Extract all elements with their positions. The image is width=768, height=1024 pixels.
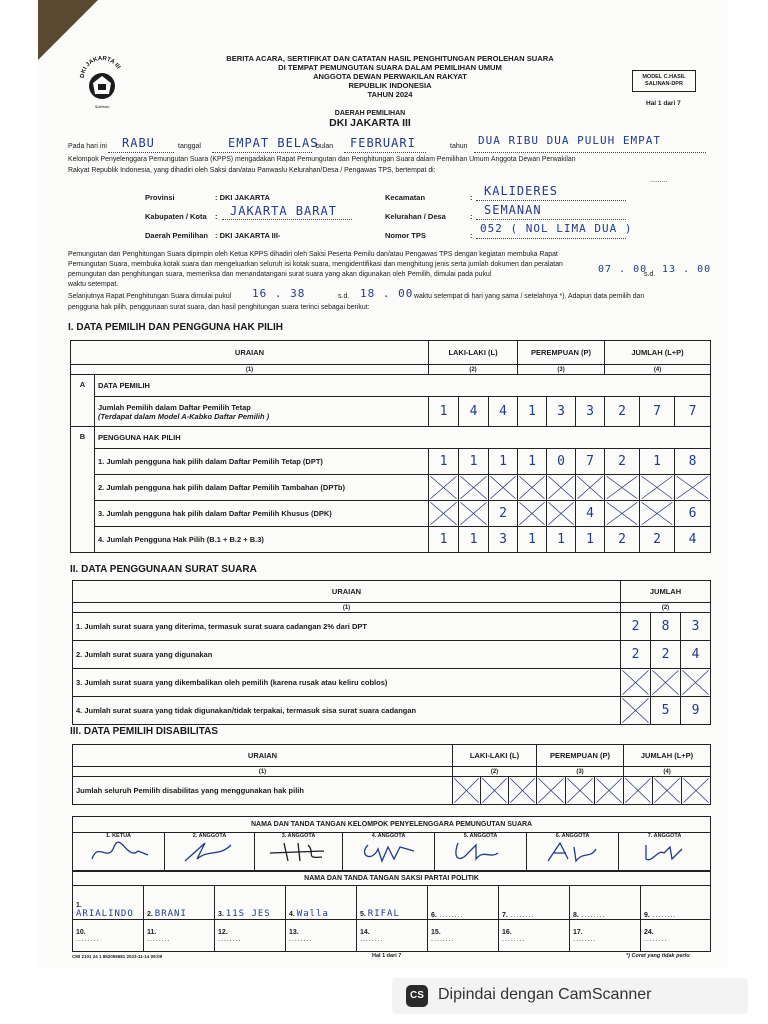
crossed-cell [547,501,576,527]
cross-mark [675,475,710,500]
saksi-dots: ........ [573,935,597,943]
document-header [180,54,600,99]
s1-b2-label: 2. Jumlah pengguna hak pilih dalam Daftar Pemilih Tambahan (DPTb) [95,475,429,501]
header-line-1: BERITA ACARA, SERTIFIKAT DAN CATATAN HASIL PENGHITUNGAN PEROLEHAN SUARA [226,54,554,63]
signature-scribble [354,839,424,865]
kelurahan-label: Kelurahan / Desa [385,212,446,221]
saksi-dots: ........ [644,935,668,943]
logo-bottom-text: Sutrisno [94,104,110,109]
saksi-dots: ........ [76,935,100,943]
s3-num-4: (4) [624,767,711,777]
kpps-label: 6. ANGGOTA [555,833,590,839]
s3-r1-label: Jumlah seluruh Pemilih disabilitas yang menggunakan hak pilih [73,777,453,805]
s2-r4-label: 4. Jumlah surat suara yang tidak digunakan/tidak terpakai, termasuk sisa surat suara cadangan [73,697,621,725]
s1-b4-digit: 1 [518,527,547,553]
s1-a1-digit: 3 [547,397,576,427]
cross-mark [605,501,639,526]
kecamatan-colon: : [470,193,473,202]
intro-tahun-value: DUA RIBU DUA PULUH EMPAT [478,134,661,147]
saksi-num: 16. [502,928,512,936]
s3-num-3: (3) [537,767,624,777]
cross-mark [595,777,623,804]
saksi-dots: ........ [218,935,242,943]
s1-b3-digit: 6 [675,501,711,527]
kpps-sign-4 [343,833,435,871]
header-line-2: DI TEMPAT PEMUNGUTAN SUARA DALAM PEMILIHAN UMUM [278,63,502,72]
kecamatan-value: KALIDERES [484,184,559,198]
saksi-name: RIFAL [367,909,400,919]
s3-num-2: (2) [453,767,537,777]
provinsi-value: : DKI JAKARTA [215,193,270,202]
s1-a1-sub: (Terdapat dalam Model A-Kabko Daftar Pemilih ) [98,411,270,421]
kpps-sign-1 [73,833,165,871]
timing-p6: pengguna hak pilih, penggunaan surat suara, dan hasil penghitungan suara terinci sebagai berikut: [68,304,370,311]
saksi-name: ARIALINDO [76,909,134,919]
crossed-cell [481,777,509,805]
saksi-num: 13. [289,928,299,936]
cross-mark [605,475,639,500]
s1-num-2: (2) [429,365,518,375]
section3-title: III. DATA PEMILIH DISABILITAS [70,726,218,737]
saksi-num: 12. [218,928,228,936]
tps-colon: : [470,231,473,240]
s1-b1-digit: 1 [489,449,518,475]
cross-mark [621,669,650,696]
saksi-num: 24. [644,928,654,936]
s1-head-lp: JUMLAH (L+P) [605,341,711,365]
saksi-cell-1 [73,886,144,920]
timing-p4: waktu setempat. [68,281,119,288]
intro-bulan-value: FEBRUARI [350,136,416,150]
timing-p5a: Selanjutnya Rapat Penghitungan Suara dimulai pukul [68,293,232,300]
s1-b1-digit: 0 [547,449,576,475]
s2-r2-digit: 2 [621,641,651,669]
timing-p1: Pemungutan dan Penghitungan Suara dipimpin oleh Ketua KPPS dihadiri oleh Saksi Peserta Pemilu dan/atau Pengawas TPS dengan kegiatan membuka Rapat [68,251,558,258]
s1-a-title: DATA PEMILIH [95,375,711,397]
kpps-label: 1. KETUA [105,833,132,839]
saksi-dots: ........ [578,912,606,919]
saksi-cell-17 [570,920,641,952]
s2-r2-digit: 2 [651,641,681,669]
saksi-num: 7. [502,912,508,919]
s1-b1-digit: 2 [605,449,640,475]
saksi-table [72,871,711,952]
crossed-cell [605,501,640,527]
kpps-sign-6 [527,833,619,871]
saksi-cell-4 [286,886,357,920]
cross-mark [547,475,575,500]
timing-p2: Pemungutan Suara, membuka kotak suara dan mengeluarkan seluruh isi kotak suara, mengidentifikasi dan menghitung jenis serta jumlah dokumen dan peralatan [68,261,563,268]
signature-scribble [630,839,700,865]
header-line-5: TAHUN 2024 [367,90,413,99]
model-box [632,70,696,92]
crossed-cell [640,475,675,501]
cross-mark [576,475,604,500]
header-line-4: REPUBLIK INDONESIA [348,81,432,90]
s2-r1-digit: 2 [621,613,651,641]
s2-head-uraian: URAIAN [73,581,621,603]
saksi-cell-15 [428,920,499,952]
cross-mark [537,777,565,804]
timing-end2: 18 . 00 [360,287,414,300]
s2-r1-digit: 8 [651,613,681,641]
s1-b4-digit: 2 [605,527,640,553]
saksi-num: 5. [360,911,366,918]
saksi-cell-14 [357,920,428,952]
s1-a1-digit: 3 [576,397,605,427]
kabupaten-label: Kabupaten / Kota [145,212,207,221]
crossed-cell [547,475,576,501]
s1-b4-digit: 1 [459,527,489,553]
region-block [300,110,440,129]
s1-b1-digit: 7 [576,449,605,475]
crossed-cell [640,501,675,527]
section2-title: II. DATA PENGGUNAAN SURAT SUARA [70,564,257,575]
tps-label: Nomor TPS [385,231,426,240]
saksi-cell-8 [570,886,641,920]
timing-start1: 07 . 00 [598,264,648,275]
intro-tahun-label: tahun [450,143,468,150]
s2-r2-digit: 4 [681,641,711,669]
intro-pada-hari: Pada hari ini [68,143,107,150]
intro-paragraph-1: Kelompok Penyelenggara Pemungutan Suara (KPPS) mengadakan Rapat Pemungutan dan Penghitungan Suara dalam Pemilihan Umum Anggota Dewan Perwakilan [68,156,576,163]
timing-p5b: waktu setempat di hari yang sama / setelahnya *). Adapun data pemilih dan [414,293,645,300]
saksi-dots: ........ [507,912,535,919]
saksi-num: 9. [644,912,650,919]
signature-scribble [175,839,245,865]
kpps-label: 5. ANGGOTA [463,833,498,839]
crossed-cell [509,777,537,805]
header-line-3: ANGGOTA DEWAN PERWAKILAN RAKYAT [313,72,467,81]
crossed-cell [681,669,711,697]
crossed-cell [682,777,711,805]
kpps-title: NAMA DAN TANDA TANGAN KELOMPOK PENYELENGGARA PEMUNGUTAN SUARA [73,817,711,833]
crossed-cell [518,501,547,527]
kpps-sign-5 [435,833,527,871]
timing-p3: pemungutan dan penghitungan suara, memeriksa dan menandatangani surat suara yang akan digunakan oleh Pemilih, dimulai pada pukul [68,271,492,278]
cross-mark [682,777,710,804]
s1-head-p: PEREMPUAN (P) [518,341,605,365]
cross-mark [429,475,458,500]
s1-a1-digit: 1 [518,397,547,427]
saksi-name: Walla [296,909,329,919]
saksi-cell-3 [215,886,286,920]
s2-r4-digit: 5 [651,697,681,725]
crossed-cell [459,475,489,501]
crossed-cell [518,475,547,501]
cross-mark [459,501,488,526]
footer-page: Hal 1 dari 7 [372,953,402,959]
saksi-dots: ........ [649,912,677,919]
s1-b1-digit: 8 [675,449,711,475]
crossed-cell [459,501,489,527]
signature-scribble [538,839,608,865]
timing-end1: 13 . 00 [662,264,712,275]
s2-r1-digit: 3 [681,613,711,641]
s2-r2-label: 2. Jumlah surat suara yang digunakan [73,641,621,669]
cross-mark [566,777,594,804]
s1-b-title: PENGGUNA HAK PILIH [95,427,711,449]
saksi-num: 1. [76,902,82,909]
section3-table [72,744,711,805]
signature-scribble [264,839,334,865]
page-number: Hal 1 dari 7 [646,100,681,107]
intro-hari-value: RABU [122,136,155,150]
cross-mark [509,777,536,804]
crossed-cell [453,777,481,805]
saksi-cell-10 [73,920,144,952]
s1-a1-digit: 1 [429,397,459,427]
intro-trailing-dots: ......... [650,177,668,184]
kpps-label: 7. ANGGOTA [647,833,682,839]
cross-mark [681,669,710,696]
cross-mark [489,475,517,500]
dapil-label: Daerah Pemilihan [145,231,208,240]
crossed-cell [653,777,682,805]
kpps-label: 4. ANGGOTA [371,833,406,839]
s1-b4-digit: 1 [429,527,459,553]
cross-mark [429,501,458,526]
s1-a-letter: A [71,375,95,427]
region-label: DAERAH PEMILIHAN [334,110,406,117]
saksi-cell-24 [641,920,711,952]
folded-corner [38,0,98,60]
signature-scribble [84,839,154,865]
saksi-name: BRANI [154,909,187,919]
kelurahan-colon: : [470,212,473,221]
saksi-num: 3. [218,911,224,918]
tps-value: 052 ( NOL LIMA DUA ) [480,222,633,235]
s3-head-uraian: URAIAN [73,745,453,767]
crossed-cell [576,475,605,501]
dapil-value: : DKI JAKARTA III- [215,231,281,240]
cross-mark [518,501,546,526]
saksi-dots: ........ [502,935,526,943]
s1-b1-digit: 1 [459,449,489,475]
camscanner-icon: CS [406,985,428,1007]
s1-b4-digit: 2 [640,527,675,553]
section1-table [70,340,711,553]
saksi-cell-9 [641,886,711,920]
crossed-cell [621,697,651,725]
s2-r1-label: 1. Jumlah surat suara yang diterima, termasuk surat suara cadangan 2% dari DPT [73,613,621,641]
crossed-cell [605,475,640,501]
crossed-cell [429,501,459,527]
s1-b3-digit: 2 [489,501,518,527]
saksi-dots: ........ [431,935,455,943]
s1-a1-main: Jumlah Pemilih dalam Daftar Pemilih Tetap [98,402,251,412]
s1-b4-digit: 4 [675,527,711,553]
s2-r3-text: 3. Jumlah surat suara yang dikembalikan oleh pemilih (karena rusak atau keliru coblos) [76,678,388,687]
s1-b1-digit: 1 [518,449,547,475]
cross-mark [640,501,674,526]
s1-b3-label: 3. Jumlah pengguna hak pilih dalam Daftar Pemilih Khusus (DPK) [95,501,429,527]
timing-start2: 16 . 38 [252,287,306,300]
region-value: DKI JAKARTA III [329,117,411,129]
camscanner-text: Dipindai dengan CamScanner [438,986,652,1003]
cross-mark [459,475,488,500]
s1-a1-digit: 7 [675,397,711,427]
s3-head-l: LAKI-LAKI (L) [453,745,537,767]
saksi-cell-5 [357,886,428,920]
s1-num-4: (4) [605,365,711,375]
saksi-num: 6. [431,912,437,919]
saksi-num: 10. [76,928,86,936]
saksi-num: 17. [573,928,583,936]
intro-bulan-label: bulan [316,143,334,150]
saksi-dots: ........ [147,935,171,943]
model-sublabel: SALINAN-DPR [645,81,683,87]
s1-b-letter: B [71,427,95,553]
saksi-cell-7 [499,886,570,920]
crossed-cell [429,475,459,501]
kpu-logo [78,56,126,112]
s1-b4-digit: 1 [547,527,576,553]
saksi-num: 2. [147,911,153,918]
s3-head-lp: JUMLAH (L+P) [624,745,711,767]
saksi-dots: ........ [360,935,384,943]
camscanner-badge [392,978,748,1014]
kpps-label: 2. ANGGOTA [192,833,227,839]
crossed-cell [566,777,595,805]
kecamatan-label: Kecamatan [385,193,426,202]
section1-title: I. DATA PEMILIH DAN PENGGUNA HAK PILIH [68,322,283,333]
saksi-cell-2 [144,886,215,920]
intro-paragraph-2: Rakyat Republik Indonesia, yang dihadiri oleh Saksi dan/atau Panwaslu Kelurahan/Desa / Pengawas TPS, bertempat di: [68,167,436,174]
kpps-label: 3. ANGGOTA [281,833,316,839]
s1-b4-digit: 3 [489,527,518,553]
s1-a1-digit: 4 [489,397,518,427]
saksi-title: NAMA DAN TANDA TANGAN SAKSI PARTAI POLITIK [73,872,711,886]
saksi-cell-6 [428,886,499,920]
signature-scribble [446,839,516,865]
s1-a1-label [95,397,429,427]
cross-mark [481,777,508,804]
s2-num-2: (2) [621,603,711,613]
saksi-num: 14. [360,928,370,936]
s1-b3-digit: 4 [576,501,605,527]
saksi-num: 4. [289,911,295,918]
s1-b4-label: 4. Jumlah Pengguna Hak Pilih (B.1 + B.2 + B.3) [95,527,429,553]
s1-b1-digit: 1 [429,449,459,475]
saksi-num: 8. [573,912,579,919]
s2-num-1: (1) [73,603,621,613]
logo-arc-text: DKI JAKARTA III [79,56,121,79]
s2-head-jumlah: JUMLAH [621,581,711,603]
s1-head-l: LAKI-LAKI (L) [429,341,518,365]
saksi-num: 11. [147,928,157,936]
timing-sd2: s.d. [338,293,350,300]
intro-tanggal-label: tanggal [178,143,201,150]
s1-num-1: (1) [71,365,429,375]
crossed-cell [621,669,651,697]
kabupaten-value: JAKARTA BARAT [230,204,337,218]
s2-r3-label [73,669,621,697]
s1-a1-digit: 4 [459,397,489,427]
saksi-cell-12 [215,920,286,952]
crossed-cell [675,475,711,501]
provinsi-label: Provinsi [145,193,175,202]
s3-head-p: PEREMPUAN (P) [537,745,624,767]
crossed-cell [595,777,624,805]
saksi-num: 15. [431,928,441,936]
cross-mark [453,777,480,804]
saksi-cell-16 [499,920,570,952]
crossed-cell [624,777,653,805]
s1-head-uraian: URAIAN [71,341,429,365]
kabupaten-colon: : [215,212,218,221]
section2-table [72,580,711,725]
cross-mark [621,697,650,724]
s1-b1-digit: 1 [640,449,675,475]
s2-r4-digit: 9 [681,697,711,725]
cross-mark [640,475,674,500]
s1-num-3: (3) [518,365,605,375]
timing-sd1: s.d. [644,271,656,278]
intro-tanggal-value: EMPAT BELAS [228,136,319,150]
model-label: MODEL C.HASIL [642,74,686,80]
s1-a1-digit: 7 [640,397,675,427]
crossed-cell [489,475,518,501]
s1-b1-label: 1. Jumlah pengguna hak pilih dalam Daftar Pemilih Tetap (DPT) [95,449,429,475]
kelurahan-value: SEMANAN [484,203,542,217]
cross-mark [518,475,546,500]
kpps-sign-7 [619,833,711,871]
s3-num-1: (1) [73,767,453,777]
crossed-cell [537,777,566,805]
kpps-sign-3 [255,833,343,871]
cross-mark [651,669,680,696]
cross-mark [653,777,681,804]
cross-mark [624,777,652,804]
cross-mark [547,501,575,526]
footer-code: CMI 2101 24 1 852055681 2023-11-14 09:09 [72,954,163,959]
crossed-cell [651,669,681,697]
saksi-name: 11S JES [225,909,271,919]
saksi-dots: ........ [289,935,313,943]
footer-note: *) Coret yang tidak perlu [626,953,690,959]
saksi-cell-13 [286,920,357,952]
saksi-cell-11 [144,920,215,952]
s1-a1-digit: 2 [605,397,640,427]
signature-table [72,816,711,871]
kpps-sign-2 [165,833,255,871]
saksi-dots: ........ [436,912,464,919]
s1-b4-digit: 1 [576,527,605,553]
